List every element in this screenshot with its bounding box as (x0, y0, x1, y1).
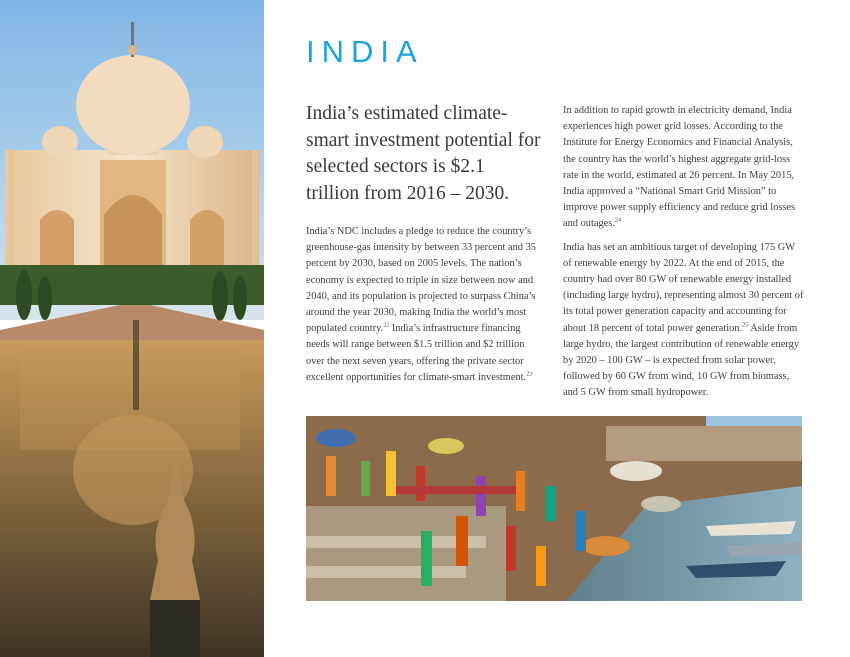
right-column (563, 103, 805, 409)
renewable-text-1: India has set an ambitious target of developing 175 GW of renewable energy by 2022. At the end of 2015, the country had over 80 GW of renewable energy installed (including large hydro), representing almost 30 percent of its total power generation capacity and accounting for about 18 percent of total power generation. (563, 241, 804, 334)
footnote-ref-24: 24 (614, 217, 621, 224)
taj-mahal-photo (0, 0, 264, 657)
page-title: INDIA (306, 34, 424, 69)
ndc-text-1: India’s NDC includes a pledge to reduce the country’s greenhouse-gas intensity by between 33 percent and 35 percent by 2030, based on 2005 levels. The nation’s economy is expected to triple in size between now and 2040, and its population is projected to surpass China’s around the year 2030, making India the world’s most populated country. (306, 226, 536, 335)
grid-loss-text: In addition to rapid growth in electricity demand, India experiences high power grid losses. According to the Institute for Energy Economics and Financial Analysis, the country has the world’s highest aggregate grid-loss rate in the world, estimated at 26 percent. In May 2015, India approved a “National Smart Grid Mission” to improve power supply efficiency and reduce grid losses and outages. (563, 105, 796, 230)
ghats-river-photo (306, 416, 802, 601)
lead-statement: India’s estimated climate-smart investment potential for selected sectors is $2.1 trillion from 2016 – 2030. (306, 103, 541, 204)
renewable-text-2: Aside from large hydro, the largest contribution of renewable energy by 2020 – 100 GW – is expected from solar power, followed by 60 GW from wind, 10 GW from biomass, and 5 GW from small hydropower. (563, 322, 800, 399)
left-column (306, 101, 542, 386)
renewable-paragraph (563, 240, 805, 402)
grid-loss-paragraph (563, 103, 805, 233)
footnote-ref-22: 22 (383, 322, 390, 329)
footnote-ref-25: 25 (742, 322, 749, 329)
ndc-paragraph (306, 224, 542, 386)
footnote-ref-23: 23 (526, 371, 533, 378)
ndc-text-2: India’s infrastructure financing needs will range between $1.5 trillion and $2 trillion over the next seven years, offering the private sector excellent opportunities for climate-smart investment. (306, 323, 527, 383)
